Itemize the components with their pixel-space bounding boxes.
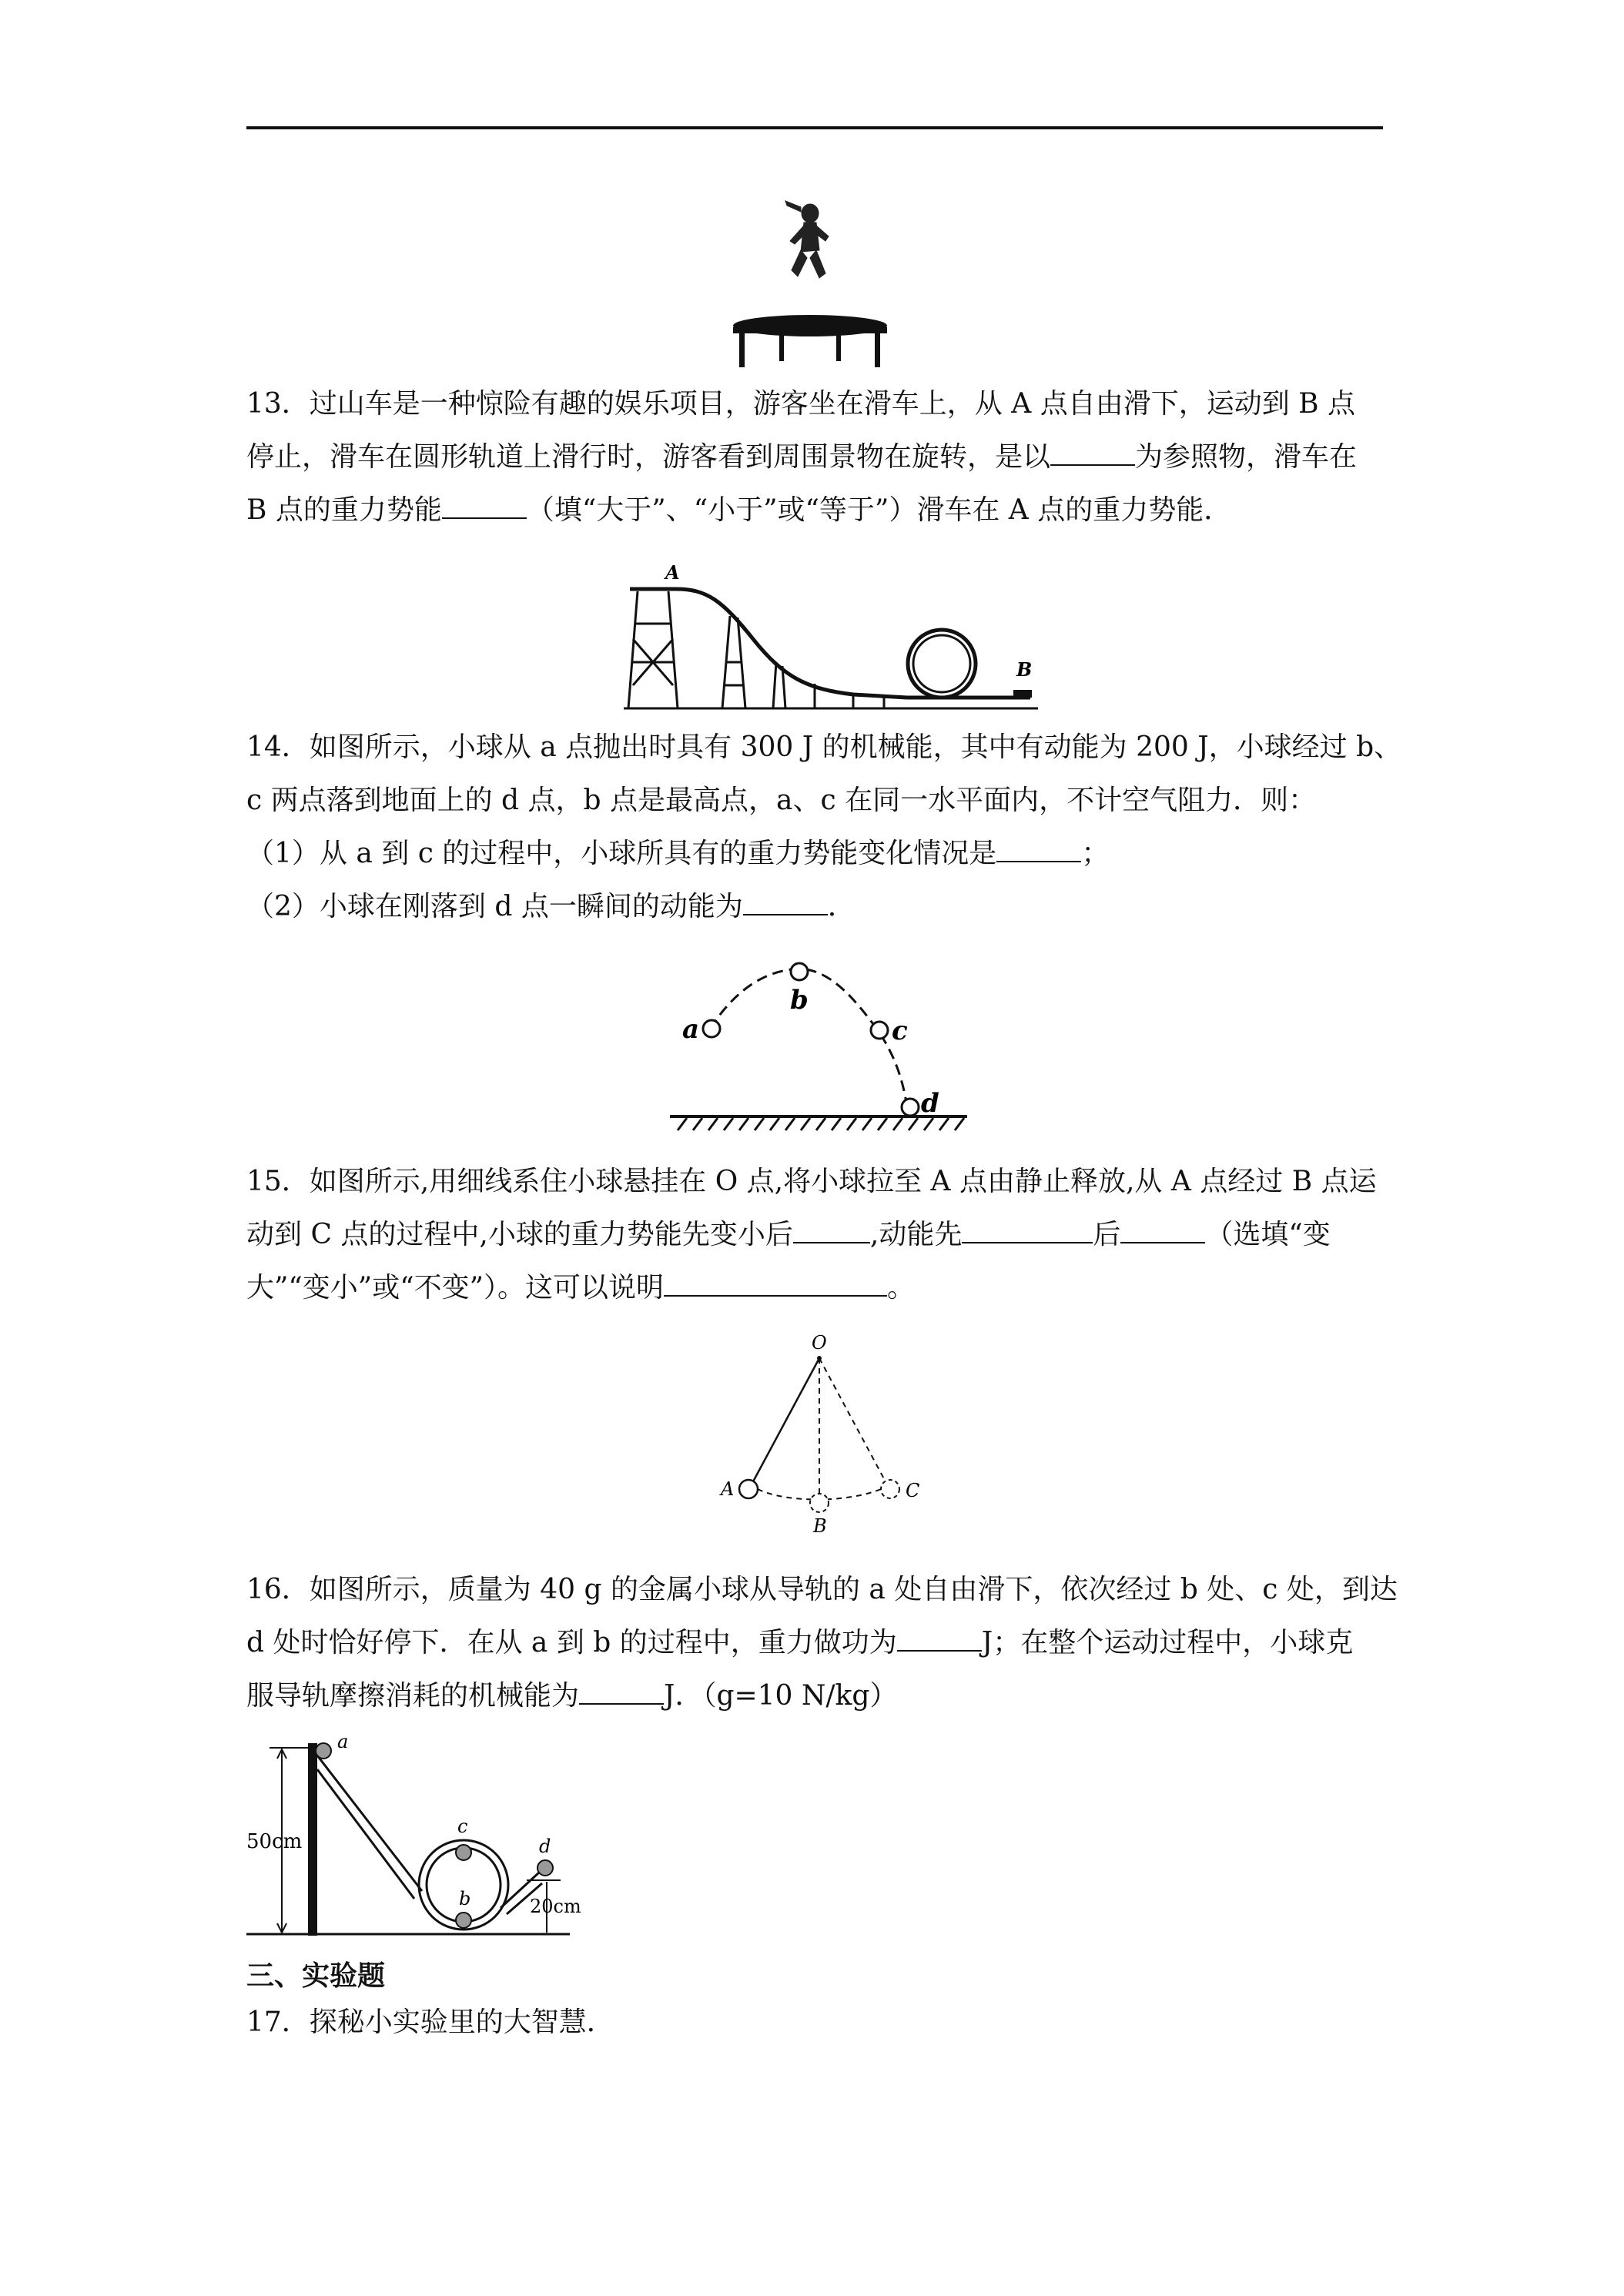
track-figure	[246, 1732, 593, 1940]
q14-line4-a: （2）小球在刚落到 d 点一瞬间的动能为	[246, 891, 743, 922]
question-15	[246, 1155, 1383, 1314]
trampoline	[733, 315, 887, 367]
q16-blank-1[interactable]	[897, 1627, 982, 1652]
height-50cm: 50cm	[246, 1830, 303, 1853]
ball-a	[703, 1020, 720, 1037]
q13-line3-b: （填“大于”、“小于”或“等于”）滑车在 A 点的重力势能．	[526, 494, 1232, 526]
label-A: A	[721, 1478, 735, 1500]
q13-blank-2[interactable]	[442, 494, 527, 519]
q15-blank-1[interactable]	[793, 1219, 870, 1243]
q14-line2: c 两点落到地面上的 d 点，b 点是最高点，a、c 在同一水平面内，不计空气阻力．则：	[246, 785, 1317, 816]
ball-B	[810, 1494, 829, 1512]
q14-line3-b: ；	[1081, 838, 1110, 869]
ball-C	[881, 1480, 899, 1498]
q16-line2-a: d 处时恰好停下．在从 a 到 b 的过程中，重力做功为	[246, 1627, 897, 1658]
label-c: c	[892, 1016, 908, 1046]
label-B: B	[813, 1515, 827, 1537]
pendulum-figure	[708, 1332, 939, 1540]
q15-line1: 15．如图所示,用细线系住小球悬挂在 O 点,将小球拉至 A 点由静止释放,从 A 点经过 B 点运	[246, 1166, 1377, 1197]
support-towers	[628, 591, 884, 708]
loop-track	[908, 630, 976, 698]
q15-line3-a: 大”“变小”或“不变”）。这可以说明	[246, 1272, 665, 1304]
label-c: c	[457, 1816, 468, 1837]
q14-blank-2[interactable]	[743, 891, 828, 915]
ball-b	[791, 963, 808, 980]
q13-line2-a: 停止，滑车在圆形轨道上滑行时，游客看到周围景物在旋转，是以	[246, 441, 1051, 473]
label-C: C	[906, 1480, 920, 1501]
label-O: O	[812, 1332, 827, 1354]
label-d: d	[921, 1088, 939, 1119]
q16-line2-b: J；在整个运动过程中，小球克	[981, 1627, 1354, 1658]
label-d: d	[539, 1836, 551, 1857]
string-solid	[752, 1358, 819, 1484]
label-a: a	[682, 1014, 700, 1045]
q14-blank-1[interactable]	[996, 838, 1081, 862]
roller-coaster-figure	[622, 554, 1038, 716]
ground-hatching	[678, 1118, 964, 1130]
ball-a	[316, 1743, 331, 1759]
coaster-car	[1013, 690, 1032, 698]
q16-line3-a: 服导轨摩擦消耗的机械能为	[246, 1680, 580, 1712]
label-b: b	[790, 985, 809, 1016]
q15-line2-a: 动到 C 点的过程中,小球的重力势能先变小后	[246, 1219, 793, 1250]
header-rule	[246, 126, 1383, 129]
height-20cm: 20cm	[530, 1896, 581, 1917]
q14-line1: 14．如图所示，小球从 a 点抛出时具有 300 J 的机械能，其中有动能为 200 J，小球经过 b、	[246, 731, 1402, 763]
ball-b	[456, 1913, 471, 1928]
q16-line3-b: J．（g=10 N/kg）	[664, 1680, 898, 1712]
question-14	[246, 721, 1402, 933]
q13-blank-1[interactable]	[1050, 441, 1135, 466]
q15-blank-2[interactable]	[962, 1219, 1093, 1243]
q15-line2-c: 后	[1093, 1219, 1121, 1250]
label-A: A	[665, 561, 680, 584]
q15-blank-4[interactable]	[664, 1272, 887, 1297]
trampoline-figure	[724, 196, 893, 373]
question-13	[246, 377, 1383, 537]
q15-line2-d: （选填“变	[1205, 1219, 1331, 1250]
q16-blank-2[interactable]	[579, 1680, 664, 1705]
section-heading: 三、实验题	[246, 1960, 386, 1992]
ball-c	[871, 1022, 888, 1039]
q15-line3-b: 。	[887, 1272, 916, 1304]
q16-line1: 16．如图所示，质量为 40 g 的金属小球从导轨的 a 处自由滑下，依次经过 b 处、c 处，到达	[246, 1574, 1398, 1605]
ball-d	[902, 1099, 919, 1116]
label-b: b	[459, 1888, 471, 1909]
jumper-figure	[785, 201, 829, 278]
ball-c	[456, 1845, 471, 1860]
q15-line2-b: ,动能先	[869, 1219, 963, 1250]
ball-d	[537, 1860, 553, 1876]
label-a: a	[337, 1732, 349, 1752]
q14-line4-b: ．	[827, 891, 856, 922]
q13-line3-a: B 点的重力势能	[246, 494, 442, 526]
projectile-figure	[662, 946, 970, 1138]
q13-line2-b: 为参照物，滑车在	[1135, 441, 1358, 473]
ramp-track	[317, 1755, 422, 1891]
q14-line3-a: （1）从 a 到 c 的过程中，小球所具有的重力势能变化情况是	[246, 838, 997, 869]
ball-A	[739, 1480, 758, 1498]
question-17: 17．探秘小实验里的大智慧．	[246, 2006, 614, 2038]
q15-blank-3[interactable]	[1120, 1219, 1205, 1243]
label-B: B	[1016, 658, 1033, 681]
question-16	[246, 1563, 1398, 1722]
q13-line1: 13．过山车是一种惊险有趣的娱乐项目，游客坐在滑车上，从 A 点自由滑下，运动到 B 点	[246, 388, 1356, 420]
